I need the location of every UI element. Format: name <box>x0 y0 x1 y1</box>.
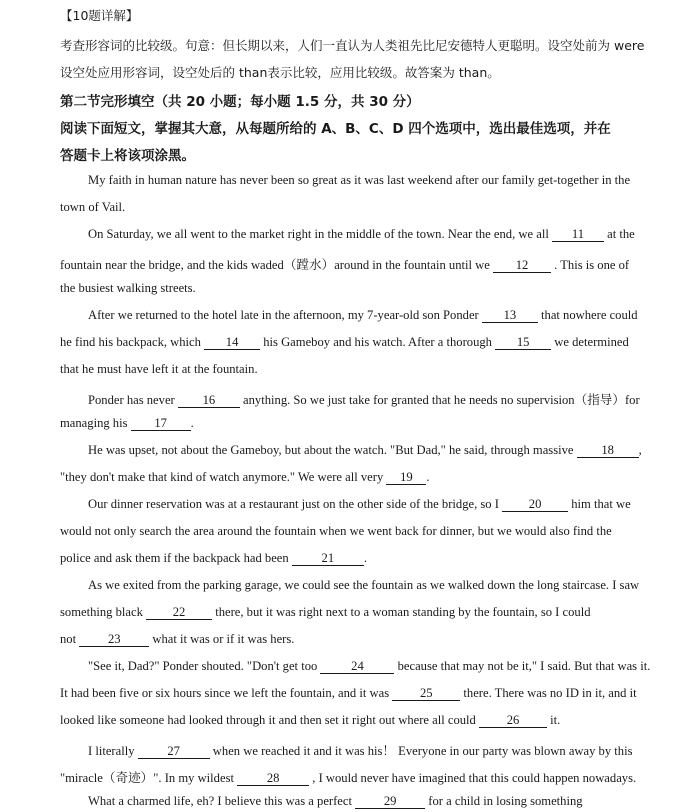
passage-line <box>88 740 633 759</box>
blank-22: 22 <box>146 606 212 620</box>
passage-text: What a charmed life, eh? I believe this was a perfect <box>88 794 356 808</box>
section-title: 第二节完形填空（共 20 小题；每小题 1.5 分，共 30 分） <box>60 94 420 110</box>
explanation-line-1: 考查形容词的比较级。句意：但长期以来，人们一直认为人类祖先比尼安德特人更聪明。设空处前为 were <box>60 38 645 53</box>
blank-26: 26 <box>479 714 547 728</box>
passage-line: My faith in human nature has never been so great as it was last weekend after our family get-together in the <box>88 173 631 187</box>
blank-17: 17 <box>131 417 191 431</box>
passage-text: it. <box>547 713 561 727</box>
passage-line <box>88 308 638 323</box>
blank-14: 14 <box>204 336 260 350</box>
passage-text: . <box>363 551 367 565</box>
blank-13: 13 <box>482 309 538 323</box>
passage-line <box>60 713 560 728</box>
blank-11: 11 <box>552 228 604 242</box>
passage-line <box>60 767 636 786</box>
passage-text: , I would never have imagined that this could happen nowadays. <box>309 771 637 785</box>
blank-16: 16 <box>178 394 240 408</box>
passage-text: not <box>60 632 80 646</box>
passage-text: at the <box>603 227 635 241</box>
blank-18: 18 <box>577 444 639 458</box>
blank-24: 24 <box>320 660 394 674</box>
passage-text: he find his backpack, which <box>60 335 205 349</box>
passage-text: . <box>426 470 430 484</box>
section-instruction-1: 阅读下面短文，掌握其大意，从每题所给的 A、B、C、D 四个选项中，选出最佳选项，并在 <box>60 121 611 137</box>
passage-line: that he must have left it at the fountain. <box>60 362 258 376</box>
passage-line <box>60 605 591 620</box>
blank-20: 20 <box>502 498 568 512</box>
passage-text: that nowhere could <box>537 308 638 322</box>
passage-line <box>88 389 640 408</box>
blank-28: 28 <box>237 772 309 786</box>
passage-text: looked like someone had looked through it and then set it right out where all could <box>60 713 480 727</box>
passage-line <box>60 686 637 701</box>
passage-line: town of Vail. <box>60 200 126 214</box>
passage-line <box>88 659 650 674</box>
passage-text: It had been five or six hours since we left the fountain, and it was <box>60 686 393 700</box>
passage-text: Our dinner reservation was at a restaurant just on the other side of the bridge, so I <box>88 497 503 511</box>
blank-21: 21 <box>292 552 364 566</box>
passage-text: we determined <box>551 335 629 349</box>
passage-line <box>60 254 629 273</box>
passage-line <box>60 416 194 431</box>
passage-text: there, but it was right next to a woman standing by the fountain, so I could <box>212 605 591 619</box>
passage-text: "miracle（奇迹）". In my wildest <box>60 771 238 785</box>
passage-text: He was upset, not about the Gameboy, but about the watch. "But Dad," he said, through massive <box>88 443 577 457</box>
passage-text: fountain near the bridge, and the kids waded（蹚水）around in the fountain until we <box>60 258 493 272</box>
passage-line <box>60 335 629 350</box>
passage-text: I literally <box>88 744 138 758</box>
passage-text: because that may not be it," I said. But that was it. <box>394 659 651 673</box>
passage-text: Ponder has never <box>88 393 178 407</box>
section-instruction-2: 答题卡上将该项涂黑。 <box>60 148 195 164</box>
passage-line <box>60 632 294 647</box>
passage-text: police and ask them if the backpack had been <box>60 551 292 565</box>
passage-text: anything. So we just take for granted that he needs no supervision（指导）for <box>239 393 640 407</box>
passage-line <box>60 470 430 485</box>
passage-text: when we reached it and it was his！ Everyone in our party was blown away by this <box>209 744 633 758</box>
answer-header: 【10题详解】 <box>60 8 139 23</box>
blank-29: 29 <box>355 795 425 809</box>
blank-19: 19 <box>386 471 426 485</box>
passage-text: "See it, Dad?" Ponder shouted. "Don't get too <box>88 659 321 673</box>
passage-text: On Saturday, we all went to the market right in the middle of the town. Near the end, we all <box>88 227 552 241</box>
blank-23: 23 <box>79 633 149 647</box>
passage-line: the busiest walking streets. <box>60 281 196 295</box>
explanation-line-2: 设空处应用形容词，设空处后的 than表示比较，应用比较级。故答案为 than。 <box>60 65 500 80</box>
passage-text: his Gameboy and his watch. After a thorough <box>260 335 496 349</box>
passage-text: there. There was no ID in it, and it <box>460 686 637 700</box>
passage-text: him that we <box>568 497 631 511</box>
passage-line <box>88 443 642 458</box>
passage-line: would not only search the area around the fountain when we went back for dinner, but we would also find the <box>60 524 612 538</box>
passage-line <box>88 227 635 242</box>
blank-12: 12 <box>493 259 551 273</box>
passage-text: "they don't make that kind of watch anymore." We were all very <box>60 470 387 484</box>
blank-15: 15 <box>495 336 551 350</box>
blank-25: 25 <box>392 687 460 701</box>
passage-line: As we exited from the parking garage, we could see the fountain as we walked down the long staircase. I saw <box>88 578 640 592</box>
blank-27: 27 <box>138 745 210 759</box>
passage-text: something black <box>60 605 147 619</box>
passage-text: After we returned to the hotel late in the afternoon, my 7-year-old son Ponder <box>88 308 482 322</box>
passage-line <box>60 551 367 566</box>
passage-text: managing his <box>60 416 131 430</box>
passage-text: what it was or if it was hers. <box>149 632 295 646</box>
passage-text: . <box>190 416 194 430</box>
passage-text: for a child in losing something <box>425 794 583 808</box>
passage-text: , <box>638 443 642 457</box>
passage-line <box>88 794 583 809</box>
passage-line <box>88 497 631 512</box>
passage-text: . This is one of <box>550 258 630 272</box>
